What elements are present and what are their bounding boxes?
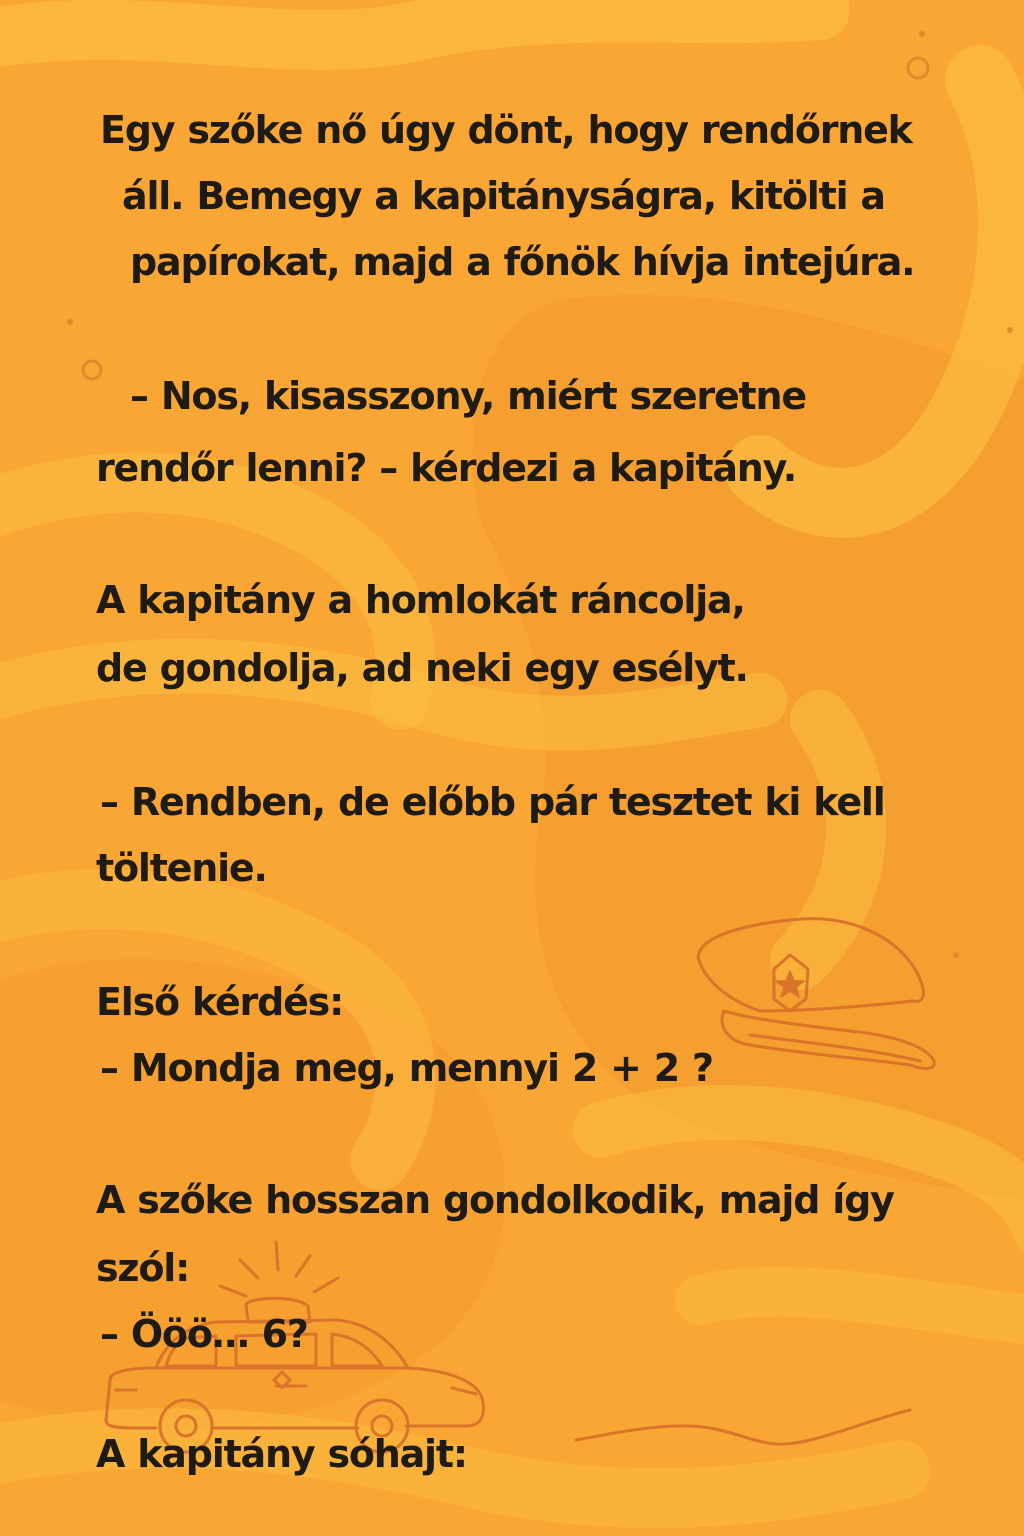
story-line-8: – Rendben, de előbb pár tesztet ki kell (100, 780, 885, 824)
story-line-2: áll. Bemegy a kapitányságra, kitölti a (122, 174, 885, 218)
story-line-15: A kapitány sóhajt: (96, 1432, 467, 1476)
story-line-7: de gondolja, ad neki egy esélyt. (96, 646, 748, 690)
story-line-14: – Ööö… 6? (100, 1312, 308, 1356)
story-line-9: töltenie. (96, 846, 267, 890)
story-line-4: – Nos, kisasszony, miért szeretne (130, 374, 806, 418)
story-line-12: A szőke hosszan gondolkodik, majd így (96, 1178, 894, 1222)
story-line-6: A kapitány a homlokát ráncolja, (96, 578, 745, 622)
story-line-11: – Mondja meg, mennyi 2 + 2 ? (100, 1046, 713, 1090)
story-line-3: papírokat, majd a főnök hívja intejúra. (130, 240, 915, 284)
story-line-5: rendőr lenni? – kérdezi a kapitány. (96, 446, 796, 490)
story-line-13: szól: (96, 1246, 190, 1290)
story-line-10: Első kérdés: (96, 980, 344, 1024)
story-line-1: Egy szőke nő úgy dönt, hogy rendőrnek (100, 108, 912, 152)
